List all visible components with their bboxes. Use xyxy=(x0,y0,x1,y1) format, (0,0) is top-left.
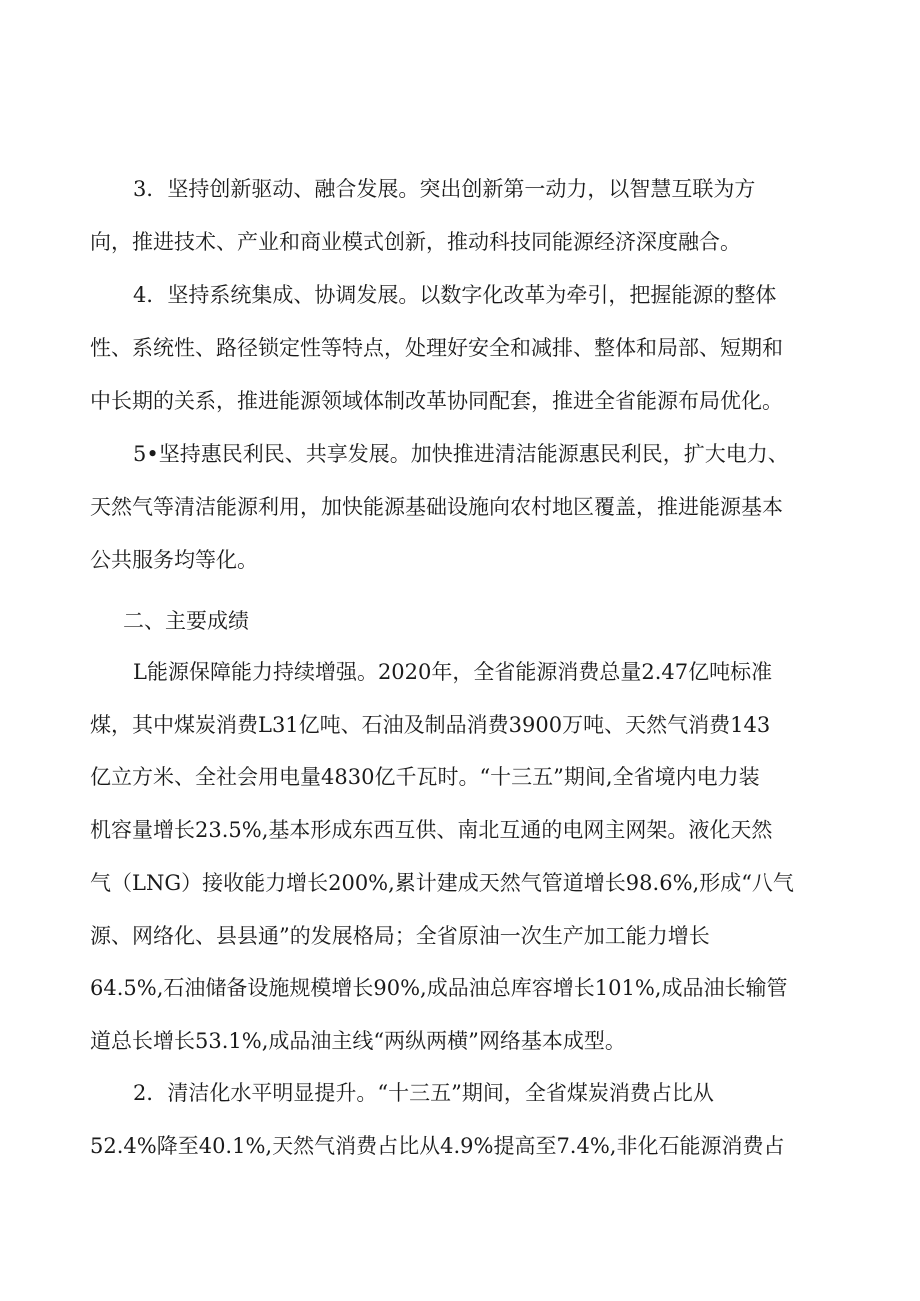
text-line: 煤，其中煤炭消费L31亿吨、石油及制品消费3900万吨、天然气消费143 xyxy=(90,713,771,737)
text-line: 52.4%降至40.1%,天然气消费占比从4.9%提高至7.4%,非化石能源消费占 xyxy=(90,1134,785,1158)
text-line: 64.5%,石油储备设施规模增长90%,成品油总库容增长101%,成品油长输管 xyxy=(90,976,788,1000)
text-line: 中长期的关系，推进能源领域体制改革协同配套，推进全省能源布局优化。 xyxy=(90,389,783,413)
text-line: 4．坚持系统集成、协调发展。以数字化改革为牵引，把握能源的整体 xyxy=(133,283,777,307)
text-line: 向，推进技术、产业和商业模式创新，推动科技同能源经济深度融合。 xyxy=(90,230,741,254)
text-line: 源、网络化、县县通”的发展格局；全省原油一次生产加工能力增长 xyxy=(90,924,710,948)
text-line: 道总长增长53.1%,成品油主线“两纵两横”网络基本成型。 xyxy=(90,1029,626,1053)
text-line: 2．清洁化水平明显提升。“十三五”期间，全省煤炭消费占比从 xyxy=(133,1081,714,1105)
text-line: 机容量增长23.5%,基本形成东西互供、南北互通的电网主网架。液化天然 xyxy=(90,818,773,842)
text-line: 气（LNG）接收能力增长200%,累计建成天然气管道增长98.6%,形成“八气 xyxy=(90,871,794,895)
text-line: 5•坚持惠民利民、共享发展。加快推进清洁能源惠民利民，扩大电力、 xyxy=(133,442,789,466)
section-heading: 二、主要成绩 xyxy=(123,609,249,633)
text-line: 3．坚持创新驱动、融合发展。突出创新第一动力，以智慧互联为方 xyxy=(133,177,756,201)
text-line: 性、系统性、路径锁定性等特点，处理好安全和减排、整体和局部、短期和 xyxy=(90,336,783,360)
text-line: 公共服务均等化。 xyxy=(90,548,258,572)
text-line: L能源保障能力持续增强。2020年，全省能源消费总量2.47亿吨标准 xyxy=(133,660,773,684)
text-line: 天然气等清洁能源利用，加快能源基础设施向农村地区覆盖，推进能源基本 xyxy=(90,495,783,519)
text-line: 亿立方米、全社会用电量4830亿千瓦时。“十三五”期间,全省境内电力装 xyxy=(90,765,760,789)
